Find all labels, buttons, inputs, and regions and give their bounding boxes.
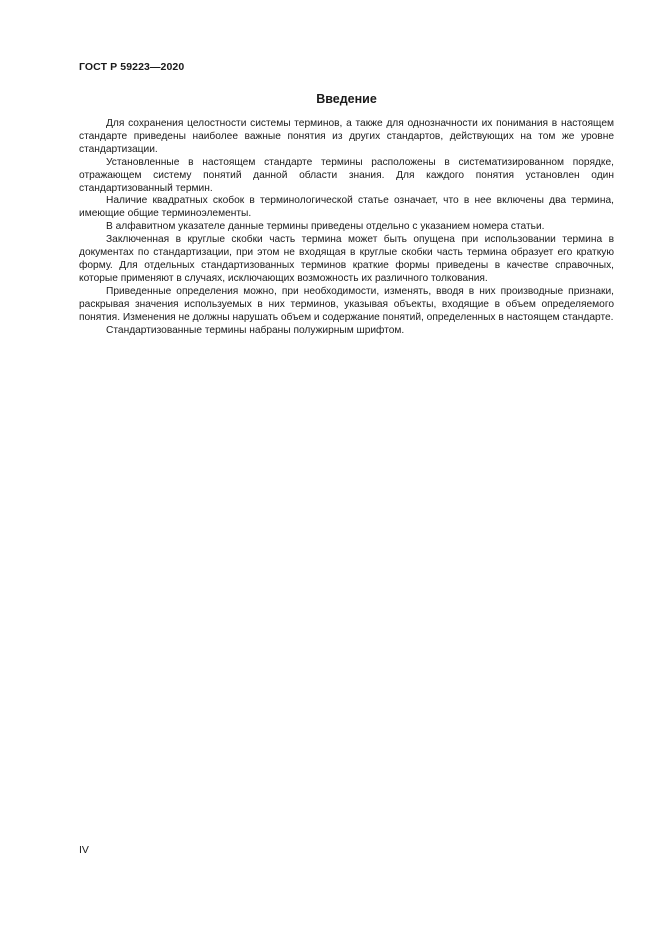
section-title: Введение bbox=[316, 92, 377, 106]
paragraph: Приведенные определения можно, при необходимости, изменять, вводя в них производные признаки, раскрывая значения используемых в них терминов, указывая объекты, входящие в объем определяемого понятия. Изменения не должны нарушать объем и содержание понятий, определенных в настоящем стандарте. bbox=[79, 285, 614, 323]
paragraph: Стандартизованные термины набраны полужирным шрифтом. bbox=[106, 324, 405, 336]
paragraph: В алфавитном указателе данные термины приведены отдельно с указанием номера статьи. bbox=[106, 221, 545, 233]
page-number: IV bbox=[79, 844, 89, 856]
document-code: ГОСТ Р 59223—2020 bbox=[79, 61, 185, 73]
paragraph: Для сохранения целостности системы терминов, а также для однозначности их понимания в настоящем стандарте приведены наиболее важные понятия из других стандартов, действующих на том же уровне стандартизации. bbox=[79, 118, 614, 155]
paragraph: Заключенная в круглые скобки часть термина может быть опущена при использовании термина в документах по стандартизации, при этом не входящая в круглые скобки часть термина образует его краткую форму. Для отдельных стандартизованных терминов краткие формы приведены в качестве справочных, которые применяют в случаях, исключающих возможность их различного толкования. bbox=[79, 234, 614, 284]
body-text bbox=[79, 118, 614, 337]
paragraph: Установленные в настоящем стандарте термины расположены в систематизированном порядке, отражающем систему понятий данной области знания. Для каждого понятия установлен один стандартизованный термин. bbox=[79, 156, 614, 194]
paragraph: Наличие квадратных скобок в терминологической статье означает, что в нее включены два термина, имеющие общие терминоэлементы. bbox=[79, 195, 614, 220]
